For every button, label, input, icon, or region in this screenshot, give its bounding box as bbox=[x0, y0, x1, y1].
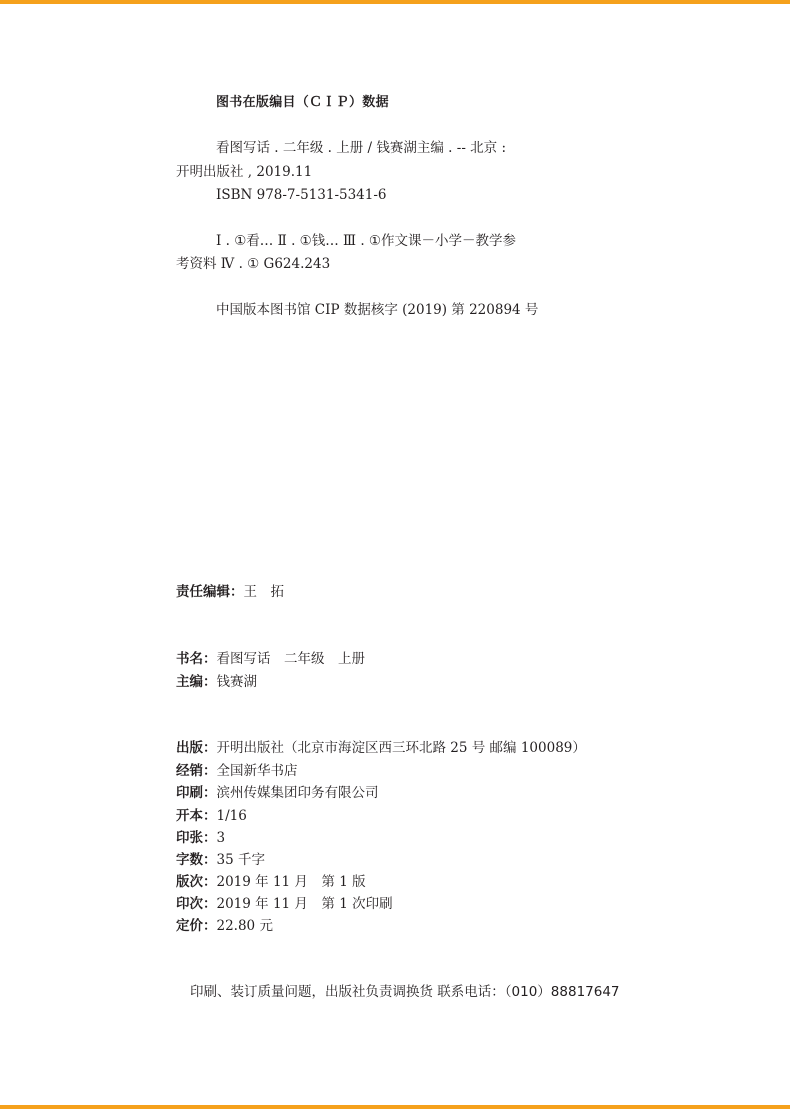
cip-classification-line-2: 考资料 Ⅳ . ① G624.243 bbox=[176, 256, 331, 272]
format bbox=[176, 808, 247, 824]
responsible-editor-value: 王 拓 bbox=[243, 584, 284, 600]
cip-classification-line-1: Ⅰ . ①看… Ⅱ . ①钱… Ⅲ . ①作文课－小学－教学参 bbox=[216, 233, 517, 249]
price-label: 定价： bbox=[176, 918, 217, 934]
printer-label: 印刷： bbox=[176, 785, 217, 801]
chief-editor-label: 主编： bbox=[176, 674, 217, 690]
impression bbox=[176, 896, 393, 912]
cip-entry-line-1: 看图写话 . 二年级 . 上册 / 钱赛湖主编 . -- 北京 : bbox=[216, 140, 507, 156]
distributor-label: 经销： bbox=[176, 763, 217, 779]
edition bbox=[176, 874, 366, 890]
word-count-label: 字数： bbox=[176, 852, 217, 868]
cip-title: 图书在版编目（ＣＩＰ）数据 bbox=[216, 95, 389, 110]
price bbox=[176, 918, 273, 934]
book-name bbox=[176, 651, 365, 667]
printed-sheets-label: 印张： bbox=[176, 830, 217, 846]
book-name-value: 看图写话 二年级 上册 bbox=[216, 651, 365, 667]
format-label: 开本： bbox=[176, 808, 217, 824]
impression-value: 2019 年 11 月 第 1 次印刷 bbox=[216, 896, 393, 912]
publisher-label: 出版： bbox=[176, 740, 217, 756]
printer-value: 滨州传媒集团印务有限公司 bbox=[216, 785, 379, 801]
edition-label: 版次： bbox=[176, 874, 217, 890]
printer bbox=[176, 785, 379, 801]
cip-isbn: ISBN 978-7-5131-5341-6 bbox=[216, 187, 387, 203]
word-count-value: 35 千字 bbox=[216, 852, 265, 868]
top-border bbox=[0, 0, 790, 4]
edition-value: 2019 年 11 月 第 1 版 bbox=[216, 874, 366, 890]
responsible-editor-label: 责任编辑： bbox=[176, 584, 244, 600]
publisher-value: 开明出版社（北京市海淀区西三环北路 25 号 邮编 100089） bbox=[216, 740, 586, 756]
format-value: 1/16 bbox=[216, 808, 247, 824]
printed-sheets bbox=[176, 830, 225, 846]
cip-record-number: 中国版本图书馆 CIP 数据核字 (2019) 第 220894 号 bbox=[216, 302, 539, 318]
chief-editor bbox=[176, 674, 257, 690]
printed-sheets-value: 3 bbox=[216, 830, 226, 846]
distributor bbox=[176, 763, 298, 779]
book-name-label: 书名： bbox=[176, 651, 217, 667]
quality-notice: 印刷、装订质量问题，出版社负责调换货 联系电话：（010）88817647 bbox=[190, 984, 620, 1000]
price-value: 22.80 元 bbox=[216, 918, 273, 934]
cip-entry-line-2: 开明出版社 , 2019.11 bbox=[176, 164, 313, 180]
chief-editor-value: 钱赛湖 bbox=[216, 674, 257, 690]
distributor-value: 全国新华书店 bbox=[216, 763, 298, 779]
word-count bbox=[176, 852, 265, 868]
bottom-border bbox=[0, 1105, 790, 1109]
responsible-editor bbox=[176, 584, 284, 600]
impression-label: 印次： bbox=[176, 896, 217, 912]
publisher bbox=[176, 740, 586, 756]
